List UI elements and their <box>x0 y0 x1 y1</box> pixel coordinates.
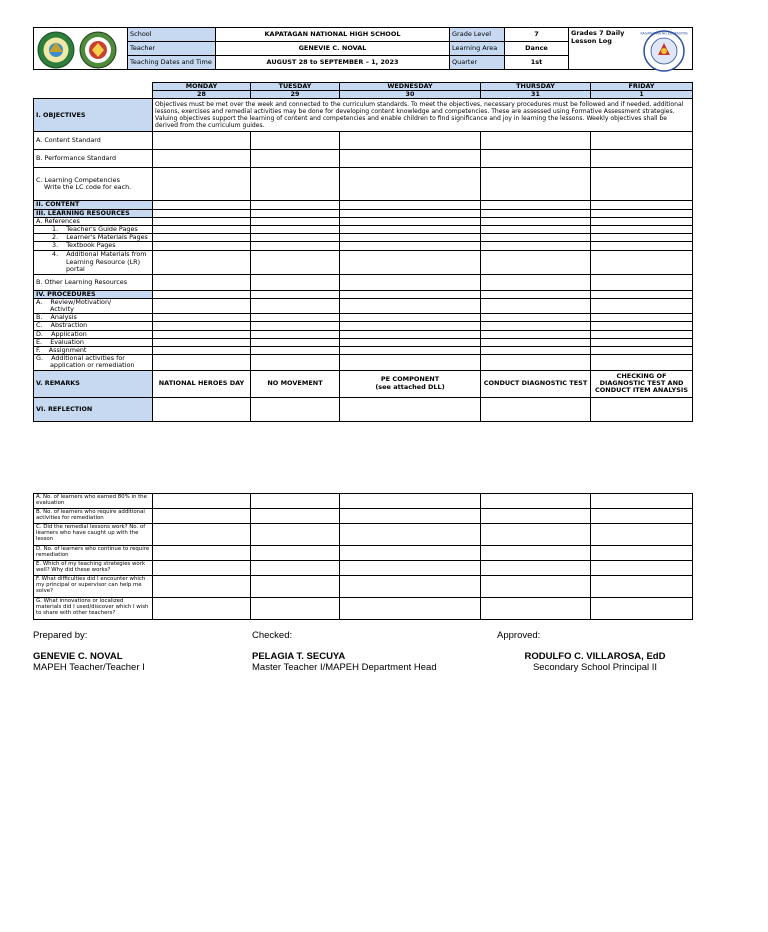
application-label: D. Application <box>34 330 153 338</box>
reflection-heading: VI. REFLECTION <box>34 397 153 421</box>
remarks-wednesday <box>340 370 481 397</box>
checked-by-title: Master Teacher I/MAPEH Department Head <box>252 662 437 673</box>
reflection-table <box>33 493 693 620</box>
additional-activities-label <box>34 355 153 370</box>
abstraction-label: C. Abstraction <box>34 322 153 330</box>
day-name-monday: MONDAY <box>153 83 251 91</box>
prepared-by-label: Prepared by: <box>33 630 88 641</box>
day-date-friday: 1 <box>591 91 693 99</box>
lesson-log-table <box>33 82 693 422</box>
additional-materials-line1: 4. Additional Materials from <box>52 250 147 259</box>
content-heading: II. CONTENT <box>34 201 153 209</box>
content-standard-label: A. Content Standard <box>34 132 153 150</box>
remarks-thursday: CONDUCT DIAGNOSTIC TEST <box>481 370 591 397</box>
checked-by-name: PELAGIA T. SECUYA <box>252 651 346 662</box>
header-table <box>33 27 693 70</box>
log-title: Grades 7 Daily Lesson Log <box>571 29 625 45</box>
school-seal-icon <box>38 32 74 68</box>
deped-seal <box>636 29 692 73</box>
quarter-value: 1st <box>505 56 569 70</box>
prepared-by-title: MAPEH Teacher/Teacher I <box>33 662 145 673</box>
reflection-row-b: B. No. of learners who require additional activities for remediation <box>34 509 153 524</box>
learning-area-value: Dance <box>505 42 569 56</box>
remarks-tuesday: NO MOVEMENT <box>251 370 340 397</box>
learning-competencies-label <box>34 168 153 201</box>
day-name-thursday: THURSDAY <box>481 83 591 91</box>
review-motivation-line1: A. Review/Motivation/ <box>36 298 112 306</box>
grade-level-label: Grade Level <box>450 28 505 42</box>
reflection-row-g: G. What innovations or localized materials did I used/discover which I wish to share with other teachers? <box>34 598 153 620</box>
analysis-label: B. Analysis <box>34 314 153 322</box>
day-date-tuesday: 29 <box>251 91 340 99</box>
review-motivation-line2: Activity <box>50 305 74 314</box>
teacher-label: Teacher <box>128 42 216 56</box>
checked-by-block <box>252 651 437 673</box>
day-date-monday: 28 <box>153 91 251 99</box>
additional-materials-line2: Learning Resource (LR) <box>66 257 141 266</box>
additional-materials-label <box>34 250 153 274</box>
reflection-row-c: C. Did the remedial lessons work? No. of learners who have caught up with the lesson <box>34 524 153 546</box>
teacher-name: GENEVIE C. NOVAL <box>216 42 450 56</box>
objectives-heading: I. OBJECTIVES <box>34 99 153 132</box>
additional-activities-line1: G. Additional activities for <box>36 354 125 363</box>
learning-competencies-line2: Write the LC code for each. <box>44 183 132 192</box>
school-name: KAPATAGAN NATIONAL HIGH SCHOOL <box>216 28 450 42</box>
objectives-text: Objectives must be met over the week and connected to the curriculum standards. To meet the objectives, necessary procedures must be followed and if needed, additional lessons, exercises and remedial activities may be done for developing content knowledge and competencies. These are assessed using Formative Assessment strategies. Valuing objectives support the learning of content and competencies and enable children to find significance and joy in learning the lessons. Weekly objectives shall be derived from the curriculum guides. <box>153 99 693 132</box>
learning-competencies-line1: C. Learning Competencies <box>36 176 120 185</box>
approved-by-name: RODULFO C. VILLAROSA, EdD <box>524 651 666 662</box>
learners-materials-label: 2. Learner's Materials Pages <box>34 234 153 242</box>
additional-activities-line2: application or remediation <box>50 361 135 370</box>
approved-by-label: Approved: <box>497 630 541 641</box>
approved-by-block <box>510 651 680 673</box>
prepared-by-block <box>33 651 145 673</box>
teachers-guide-label: 1. Teacher's Guide Pages <box>34 226 153 234</box>
remarks-wednesday-line1: PE COMPONENT <box>380 375 440 384</box>
reflection-row-d: D. No. of learners who continue to require remediation <box>34 546 153 561</box>
assignment-label: F. Assignment <box>34 347 153 355</box>
teaching-dates-label: Teaching Dates and Time <box>128 56 216 70</box>
performance-standard-label: B. Performance Standard <box>34 150 153 168</box>
day-name-tuesday: TUESDAY <box>251 83 340 91</box>
day-name-friday: FRIDAY <box>591 83 693 91</box>
learning-area-label: Learning Area <box>450 42 505 56</box>
remarks-wednesday-line2: (see attached DLL) <box>375 382 445 391</box>
reflection-row-a: A. No. of learners who earned 80% in the evaluation <box>34 494 153 509</box>
evaluation-label: E. Evaluation <box>34 338 153 346</box>
days-corner <box>34 83 153 91</box>
dates-corner <box>34 91 153 99</box>
deped-seal-icon <box>644 31 684 71</box>
deped-seal-text: KAGAWARAN NG EDUKASYON <box>640 31 688 36</box>
division-seal-icon <box>80 32 116 68</box>
day-date-wednesday: 30 <box>340 91 481 99</box>
day-name-wednesday: WEDNESDAY <box>340 83 481 91</box>
grade-level-value: 7 <box>505 28 569 42</box>
learning-resources-heading: III. LEARNING RESOURCES <box>34 209 153 217</box>
textbook-pages-label: 3. Textbook Pages <box>34 242 153 250</box>
remarks-heading: V. REMARKS <box>34 370 153 397</box>
school-logos <box>36 30 122 70</box>
procedures-heading: IV. PROCEDURES <box>34 290 153 298</box>
review-motivation-label <box>34 298 153 313</box>
quarter-label: Quarter <box>450 56 505 70</box>
teaching-dates-value: AUGUST 28 to SEPTEMBER – 1, 2023 <box>216 56 450 70</box>
additional-materials-line3: portal <box>66 264 85 273</box>
reflection-row-e: E. Which of my teaching strategies work well? Why did these works? <box>34 561 153 576</box>
day-date-thursday: 31 <box>481 91 591 99</box>
remarks-friday: CHECKING OF DIAGNOSTIC TEST AND CONDUCT ITEM ANALYSIS <box>591 370 693 397</box>
reflection-row-f: F. What difficulties did I encounter which my principal or supervisor can help me solve? <box>34 576 153 598</box>
other-resources-label: B. Other Learning Resources <box>34 274 153 290</box>
school-label: School <box>128 28 216 42</box>
remarks-monday: NATIONAL HEROES DAY <box>153 370 251 397</box>
references-label: A. References <box>34 217 153 225</box>
approved-by-title: Secondary School Principal II <box>532 662 658 673</box>
checked-by-label: Checked: <box>252 630 293 641</box>
prepared-by-name: GENEVIE C. NOVAL <box>33 651 123 662</box>
